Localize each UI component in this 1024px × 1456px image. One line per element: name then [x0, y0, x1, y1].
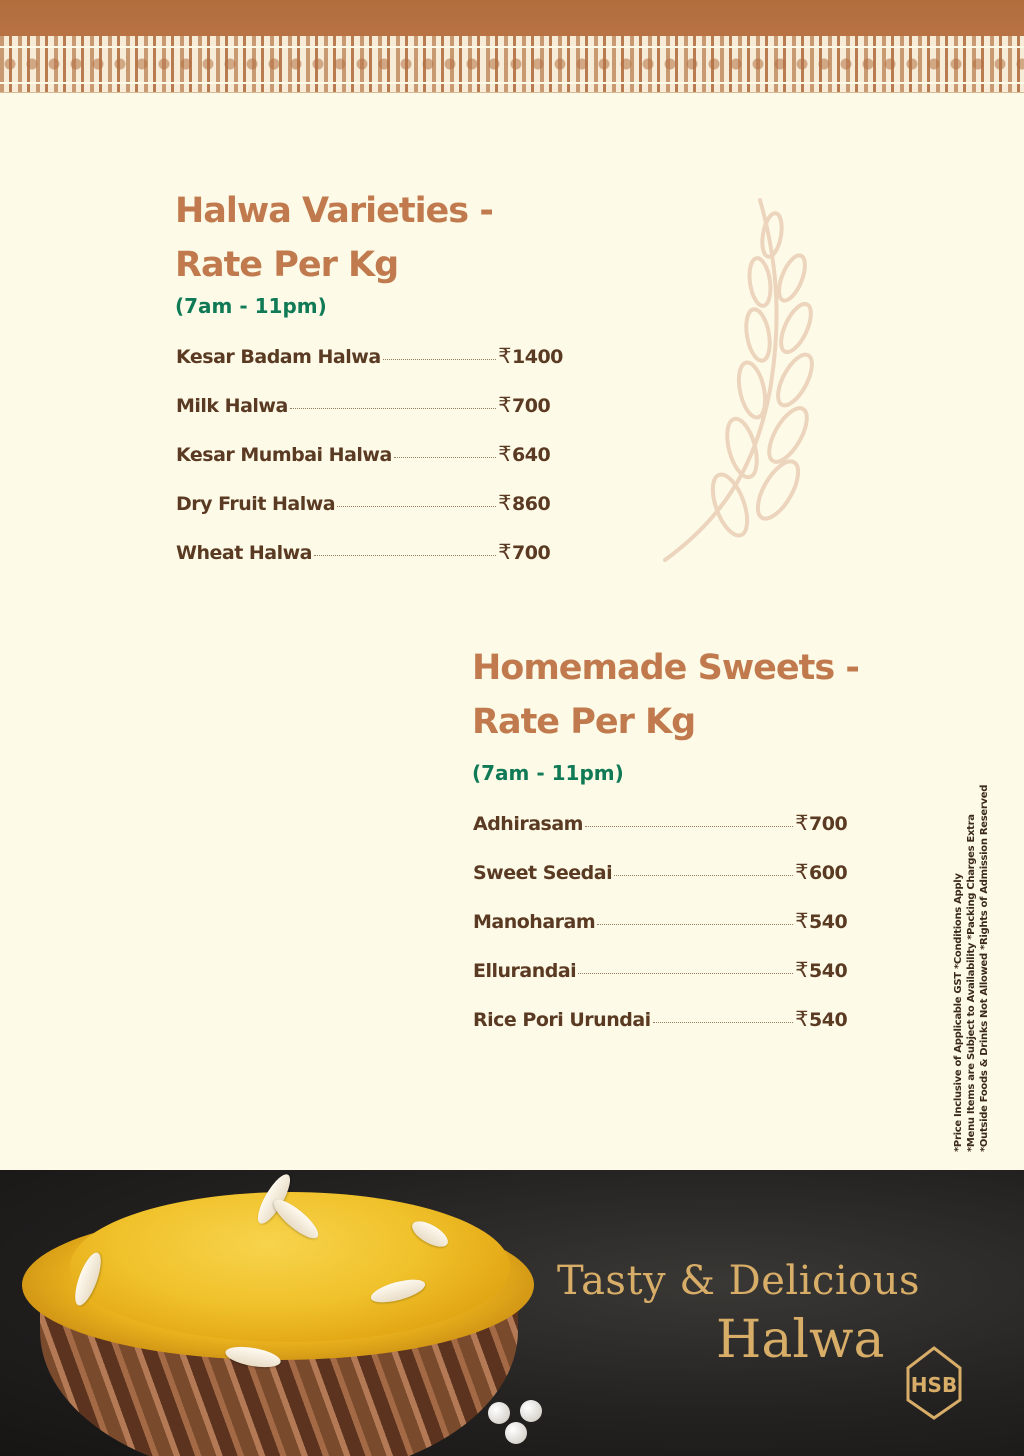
top-border-band: [0, 0, 1024, 36]
menu-item-price: 700: [809, 813, 848, 835]
menu-item-price: 1400: [512, 346, 563, 368]
menu-item-name: Wheat Halwa: [176, 542, 312, 564]
menu-item-name: Kesar Badam Halwa: [176, 346, 381, 368]
dot-leader: [337, 506, 496, 507]
menu-item: [176, 344, 564, 368]
menu-item: [473, 811, 861, 835]
rupee-icon: ₹: [498, 540, 511, 564]
tagline-line2: Halwa: [716, 1310, 885, 1370]
menu-item-price: 540: [809, 960, 848, 982]
rupee-icon: ₹: [498, 491, 511, 515]
decorative-paisley-border: [0, 36, 1024, 93]
disclaimer-line: *Price Inclusive of Applicable GST *Conditions Apply: [953, 873, 964, 1152]
hsb-logo: [902, 1346, 966, 1420]
dot-leader: [394, 457, 496, 458]
rupee-icon: ₹: [498, 344, 511, 368]
halwa-section-header: [175, 184, 493, 318]
menu-item-name: Sweet Seedai: [473, 862, 613, 884]
rupee-icon: ₹: [498, 442, 511, 466]
menu-item-price: 640: [512, 444, 551, 466]
rupee-icon: ₹: [795, 811, 808, 835]
dot-leader: [383, 359, 496, 360]
menu-item-price: 860: [512, 493, 551, 515]
dot-leader: [290, 408, 496, 409]
menu-item: [176, 393, 564, 417]
menu-item-name: Manoharam: [473, 911, 596, 933]
menu-item: [473, 1007, 861, 1031]
menu-item-price: 700: [512, 542, 551, 564]
menu-item-name: Kesar Mumbai Halwa: [176, 444, 392, 466]
tagline-line1: Tasty & Delicious: [557, 1258, 921, 1304]
logo-text: HSB: [910, 1373, 958, 1397]
menu-item: [473, 909, 861, 933]
halwa-title-line1: Halwa Varieties -: [175, 191, 493, 231]
dot-leader: [585, 826, 793, 827]
dot-leader: [614, 875, 793, 876]
menu-item-name: Ellurandai: [473, 960, 577, 982]
menu-item-name: Rice Pori Urundai: [473, 1009, 651, 1031]
halwa-title-line2: Rate Per Kg: [175, 245, 399, 285]
halwa-hours: (7am - 11pm): [175, 294, 327, 318]
menu-item: [176, 491, 564, 515]
terms-disclaimer: [952, 780, 992, 1152]
dot-leader: [578, 973, 793, 974]
rupee-icon: ₹: [795, 958, 808, 982]
pearl-decoration: [488, 1402, 510, 1424]
rupee-icon: ₹: [795, 909, 808, 933]
sweets-hours: (7am - 11pm): [472, 761, 624, 785]
dot-leader: [653, 1022, 793, 1023]
menu-item: [176, 442, 564, 466]
dot-leader: [597, 924, 793, 925]
sweets-title-line2: Rate Per Kg: [472, 702, 696, 742]
menu-item-price: 540: [809, 1009, 848, 1031]
dot-leader: [314, 555, 496, 556]
menu-item-price: 700: [512, 395, 551, 417]
rupee-icon: ₹: [795, 1007, 808, 1031]
pearl-decoration: [520, 1400, 542, 1422]
menu-item-price: 600: [809, 862, 848, 884]
menu-item: [473, 958, 861, 982]
menu-item: [473, 860, 861, 884]
wheat-illustration: [660, 190, 840, 570]
menu-item: [176, 540, 564, 564]
rupee-icon: ₹: [498, 393, 511, 417]
disclaimer-line: *Outside Foods & Drinks Not Allowed *Rights of Admission Reserved: [979, 784, 990, 1152]
menu-item-name: Milk Halwa: [176, 395, 288, 417]
sweets-section-header: [472, 641, 859, 785]
sweets-title-line1: Homemade Sweets -: [472, 648, 859, 688]
pearl-decoration: [505, 1422, 527, 1444]
menu-item-price: 540: [809, 911, 848, 933]
menu-item-name: Dry Fruit Halwa: [176, 493, 336, 515]
menu-item-name: Adhirasam: [473, 813, 583, 835]
disclaimer-line: *Menu Items are Subject to Availability *Packing Charges Extra: [966, 814, 977, 1152]
rupee-icon: ₹: [795, 860, 808, 884]
